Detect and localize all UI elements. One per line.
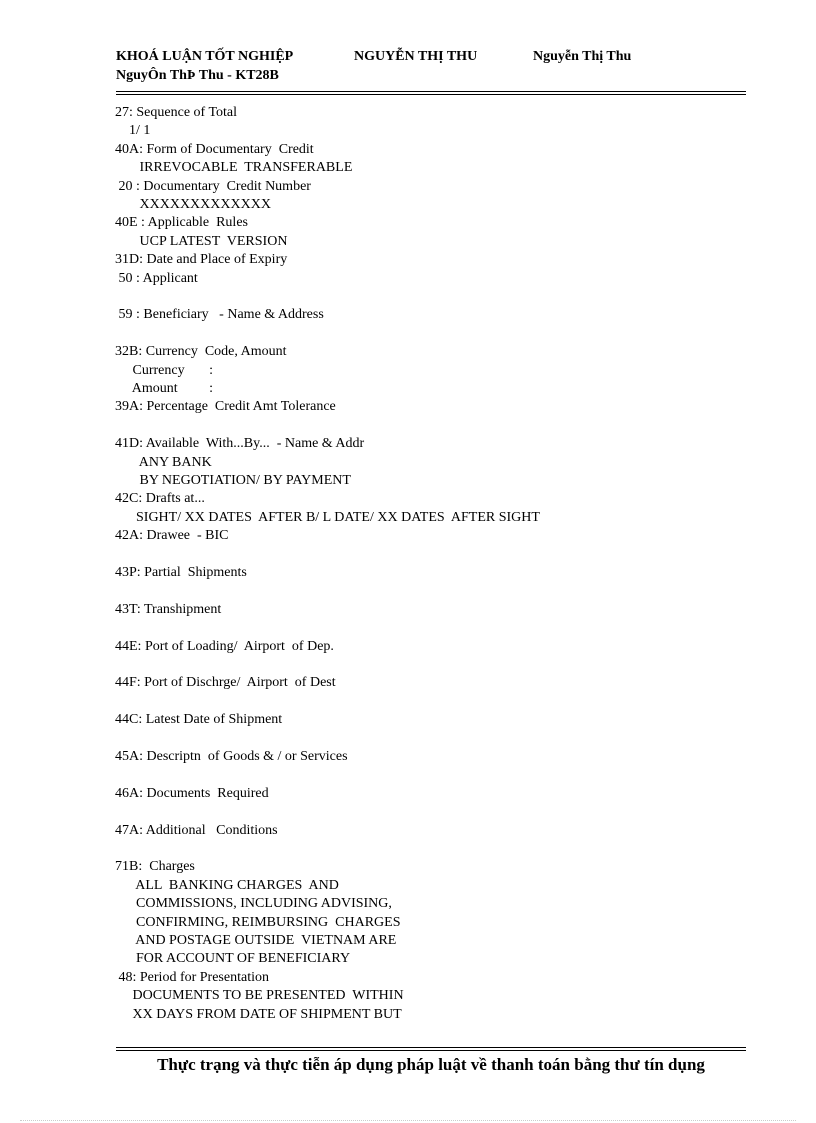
field-line: ANY BANK [115,454,212,470]
field-line: BY NEGOTIATION/ BY PAYMENT [115,473,351,488]
field-line: 31D: Date and Place of Expiry [115,252,288,268]
field-line: 42C: Drafts at... [115,491,205,507]
footer-title: Thực trạng và thực tiễn áp dụng pháp luật về thanh toán bằng thư tín dụng [157,1055,705,1074]
field-line: 41D: Available With...By... - Name & Addr [115,436,365,452]
field-line: 20 : Documentary Credit Number [115,178,311,194]
field-line: 43T: Transhipment [115,601,222,617]
field-line: 46A: Documents Required [115,785,269,801]
field-line: SIGHT/ XX DATES AFTER B/ L DATE/ XX DATES AFTER SIGHT [115,509,540,525]
page-edge-dots [20,1120,796,1121]
field-line: 40E : Applicable Rules [115,215,248,231]
field-line: 1/ 1 [115,123,151,139]
field-line: 44F: Port of Dischrge/ Airport of Dest [115,675,336,691]
field-line: FOR ACCOUNT OF BENEFICIARY [115,951,351,967]
field-line: IRREVOCABLE TRANSFERABLE [115,160,353,176]
author-class: NguyÔn ThÞ Thu - KT28B [116,68,279,83]
author-name-upper: NGUYỄN THỊ THU [354,49,478,64]
field-line: 32B: Currency Code, Amount [115,344,287,360]
field-line: UCP LATEST VERSION [115,233,288,249]
field-line: Amount : [115,381,214,396]
field-line: COMMISSIONS, INCLUDING ADVISING, [115,896,392,912]
footer-rule-thin [116,1047,746,1048]
field-line: 71B: Charges [115,859,195,875]
field-line: 27: Sequence of Total [115,105,238,120]
thesis-label: KHOÁ LUẬN TỐT NGHIỆP [116,49,294,64]
page-header [116,49,746,89]
field-line: ALL BANKING CHARGES AND [115,877,339,893]
field-line: CONFIRMING, REIMBURSING CHARGES [115,914,401,930]
header-rule-thin [116,94,746,95]
field-line: DOCUMENTS TO BE PRESENTED WITHIN [115,988,404,1004]
field-line: XX DAYS FROM DATE OF SHIPMENT BUT [115,1006,402,1022]
field-line: 44C: Latest Date of Shipment [115,712,283,728]
field-line: 59 : Beneficiary - Name & Address [115,307,324,323]
field-line: 47A: Additional Conditions [115,822,278,838]
field-line: Currency : [115,362,213,378]
author-name: Nguyễn Thị Thu [533,49,632,64]
field-line: 42A: Drawee - BIC [115,528,229,544]
field-line: 40A: Form of Documentary Credit [115,141,314,157]
field-line: 44E: Port of Loading/ Airport of Dep. [115,638,334,654]
field-line: 43P: Partial Shipments [115,565,247,580]
field-line: XXXXXXXXXXXXX [115,197,271,212]
field-line: 45A: Descriptn of Goods & / or Services [115,749,348,764]
field-line: 50 : Applicant [115,270,198,286]
footer-rule-thick [116,1050,746,1051]
header-rule-thick [116,91,746,92]
field-line: AND POSTAGE OUTSIDE VIETNAM ARE [115,933,397,948]
field-line: 39A: Percentage Credit Amt Tolerance [115,399,336,415]
field-line: 48: Period for Presentation [115,969,269,985]
